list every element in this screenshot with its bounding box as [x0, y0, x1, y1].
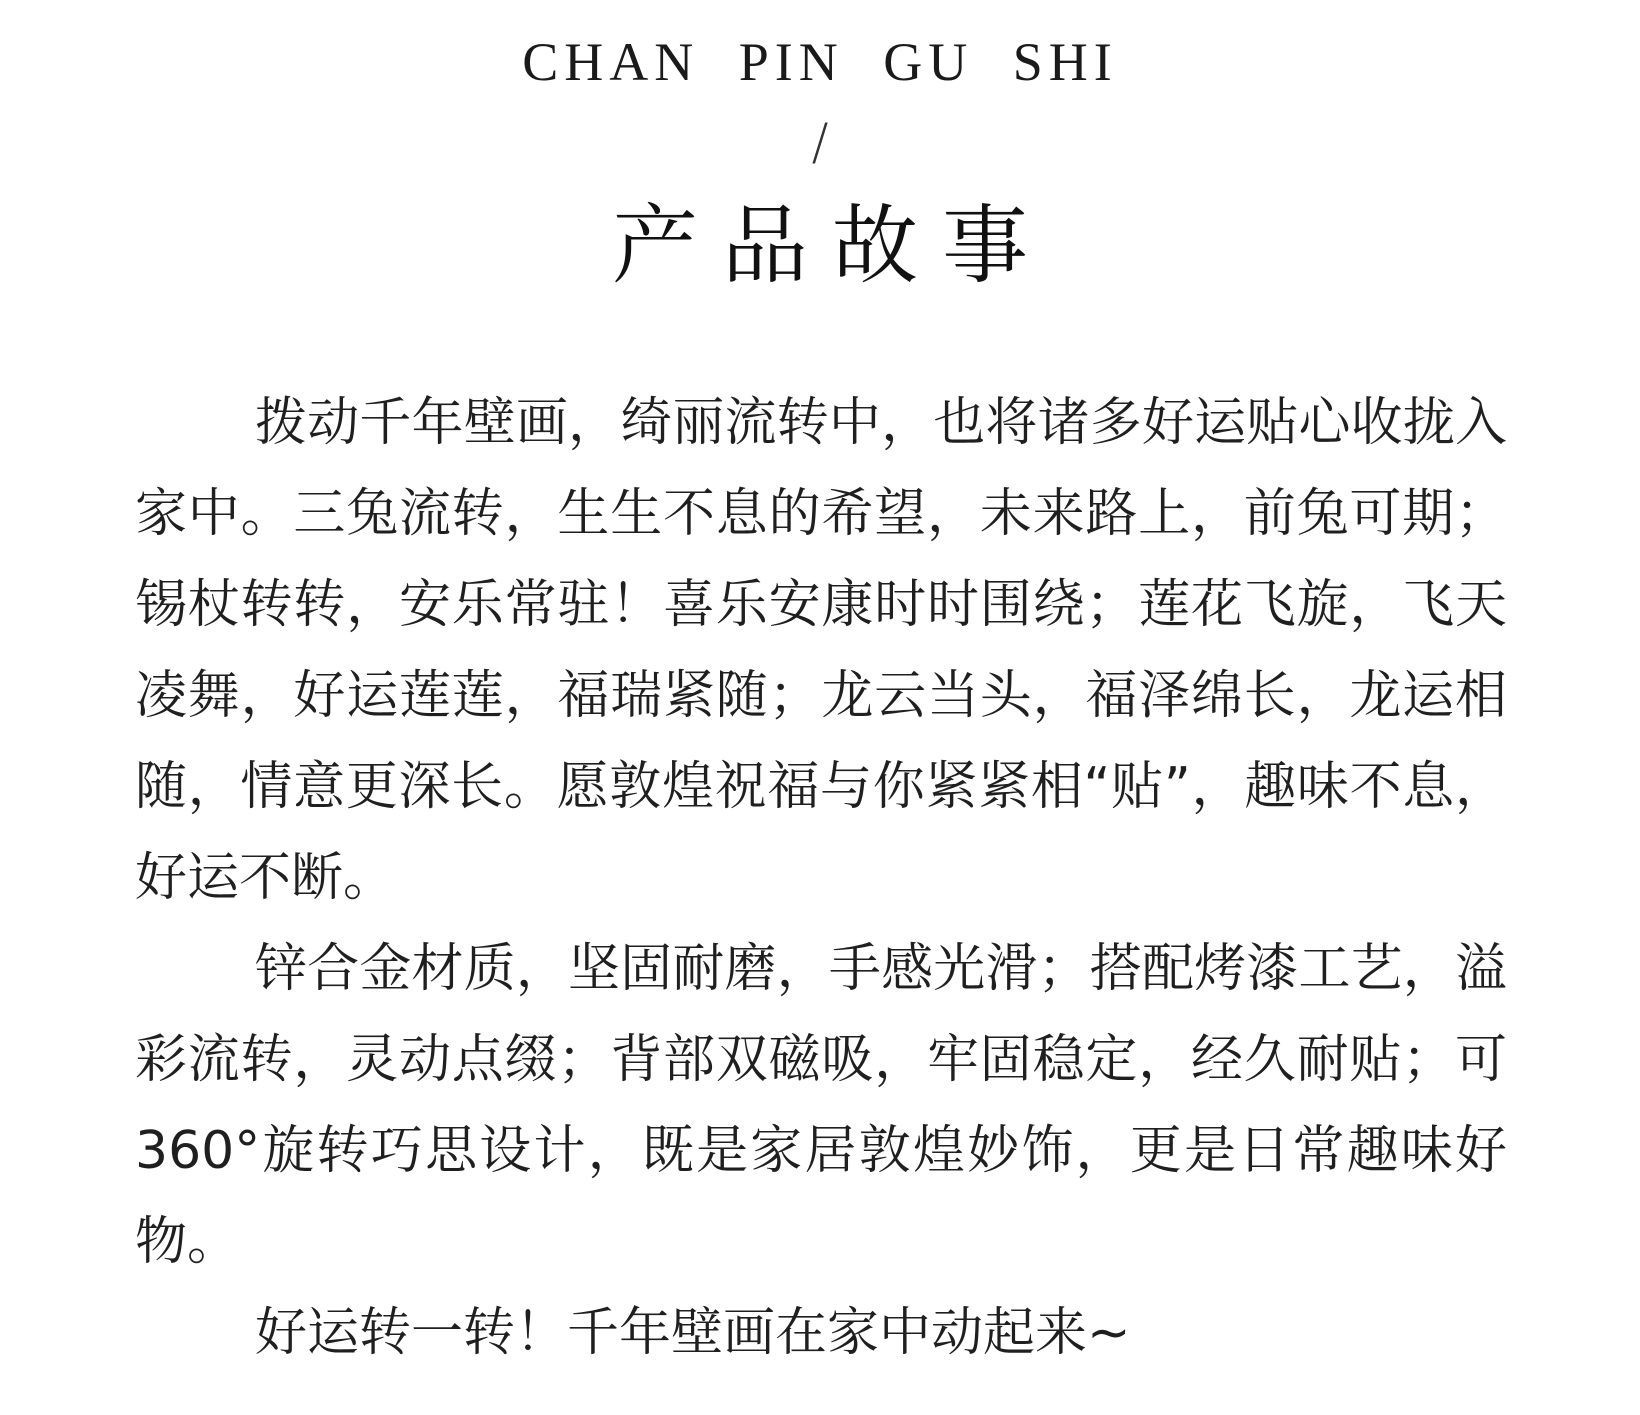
- story-paragraph-closing: 好运转一转！千年壁画在家中动起来~: [255, 1303, 1131, 1363]
- story-body: [135, 378, 1507, 1379]
- story-paragraph-material: 锌合金材质，坚固耐磨，手感光滑；搭配烤漆工艺，溢彩流转，灵动点缀；背部双磁吸，牢固稳定，经久耐贴；可360°旋转巧思设计，既是家居敦煌妙饰，更是日常趣味好物。: [135, 939, 1507, 1272]
- heading-divider: /: [811, 113, 829, 171]
- story-paragraph-blessings: 拨动千年壁画，绮丽流转中，也将诸多好运贴心收拢入家中。三兔流转，生生不息的希望，未来路上，前兔可期；锡杖转转，安乐常驻！喜乐安康时时围绕；莲花飞旋，飞天凌舞，好运莲莲，福瑞紧随；龙云当头，福泽绵长，龙运相随，情意更深长。愿敦煌祝福与你紧紧相“贴”，趣味不息，好运不断。: [135, 393, 1507, 908]
- pinyin-heading: CHAN PIN GU SHI: [522, 32, 1118, 92]
- page-title: 产品故事: [612, 196, 1052, 296]
